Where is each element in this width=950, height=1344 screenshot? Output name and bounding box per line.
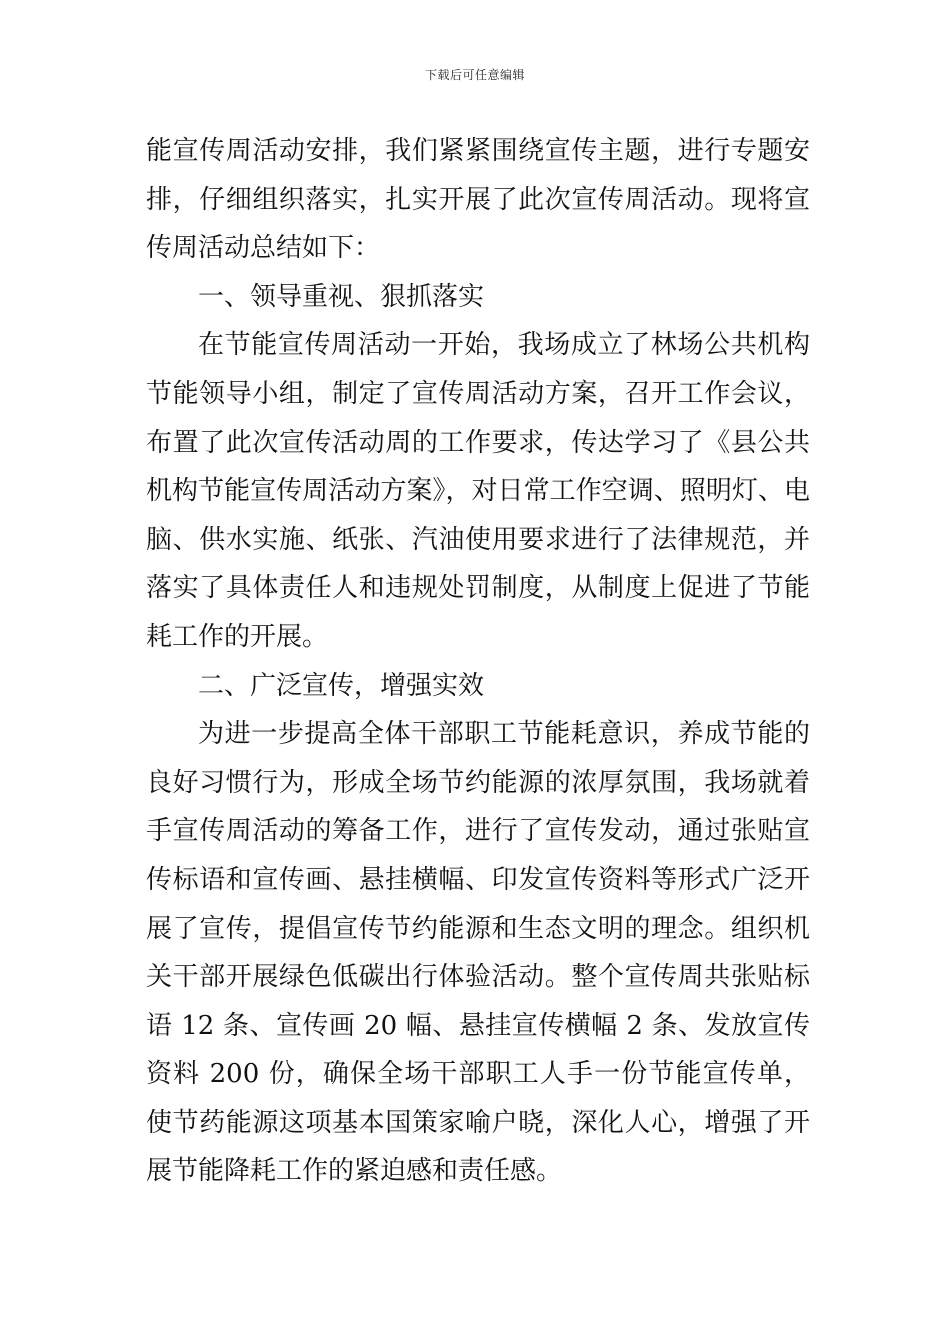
paragraph-intro-continuation: 能宣传周活动安排，我们紧紧围绕宣传主题，进行专题安排，仔细组织落实，扎实开展了此次宣传周活动。现将宣传周活动总结如下： <box>146 136 810 264</box>
section-heading-2: 二、广泛宣传，增强实效 <box>198 670 485 701</box>
section-heading-1: 一、领导重视、狠抓落实 <box>198 281 485 312</box>
page-header-note: 下载后可任意编辑 <box>424 68 525 82</box>
paragraph-section-2: 为进一步提高全体干部职工节能耗意识，养成节能的良好习惯行为，形成全场节约能源的浓厚氛围，我场就着手宣传周活动的筹备工作，进行了宣传发动，通过张贴宣传标语和宣传画、悬挂横幅、印发宣传资料等形式广泛开展了宣传，提倡宣传节约能源和生态文明的理念。组织机关干部开展绿色低碳出行体验活动。整个宣传周共张贴标语 12 条、宣传画 20 幅、悬挂宣传横幅 2 条、发放宣传资料 200 份，确保全场干部职工人手一份节能宣传单，使节药能源这项基本国策家喻户晓，深化人心，增强了开展节能降耗工作的紧迫感和责任感。 <box>146 719 810 1187</box>
document-body <box>146 127 810 1196</box>
paragraph-section-1: 在节能宣传周活动一开始，我场成立了林场公共机构节能领导小组，制定了宣传周活动方案，召开工作会议，布置了此次宣传活动周的工作要求，传达学习了《县公共机构节能宣传周活动方案》，对日常工作空调、照明灯、电脑、供水实施、纸张、汽油使用要求进行了法律规范，并落实了具体责任人和违规处罚制度，从制度上促进了节能耗工作的开展。 <box>146 330 810 652</box>
